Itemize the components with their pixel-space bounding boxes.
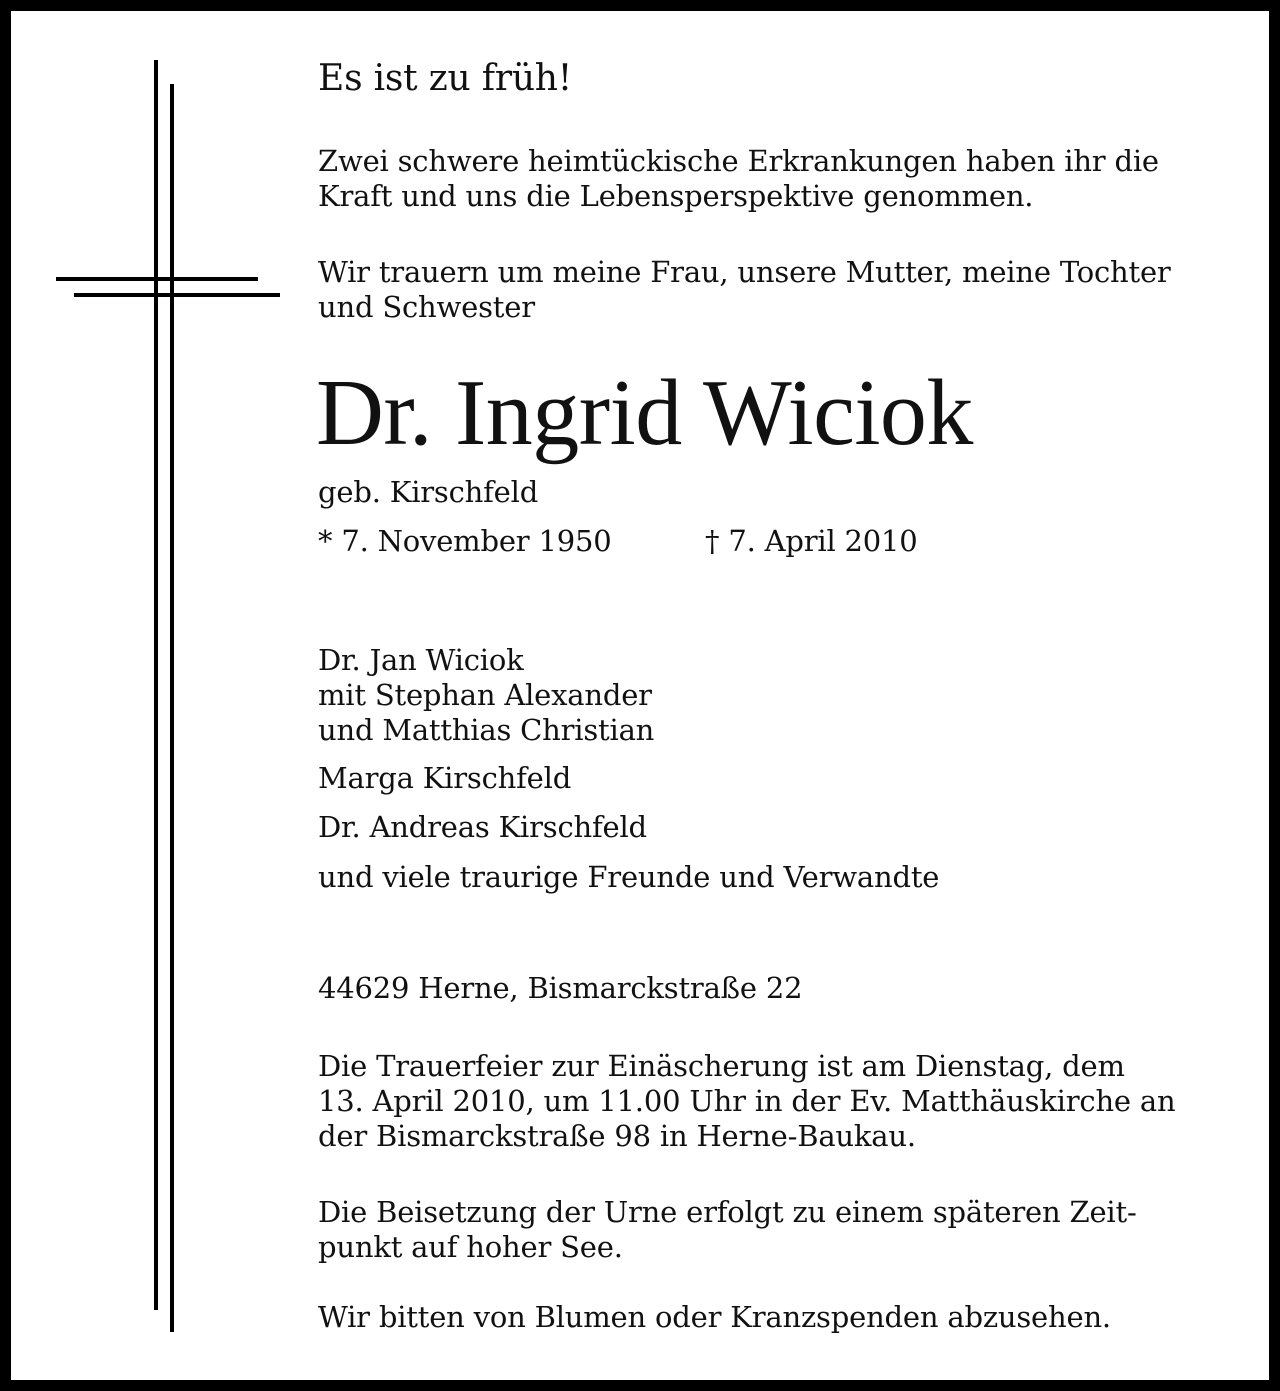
burial-line: punkt auf hoher See. [318, 1230, 623, 1264]
mourning-line: und Schwester [318, 290, 535, 324]
burial-line: Die Beisetzung der Urne erfolgt zu einem späteren Zeit- [318, 1195, 1137, 1229]
mourner-name: und Matthias Christian [318, 713, 655, 747]
cross-vertical-bar-left [154, 60, 158, 1310]
mourner-husband-group [318, 643, 1196, 748]
illness-line: Zwei schwere heimtückische Erkrankungen haben ihr die [318, 144, 1159, 178]
mourner-others: und viele traurige Freunde und Verwandte [318, 860, 940, 894]
mourning-line: Wir trauern um meine Frau, unsere Mutter, meine Tochter [318, 255, 1171, 289]
illness-paragraph [318, 144, 1196, 214]
service-line: der Bismarckstraße 98 in Herne-Baukau. [318, 1119, 916, 1153]
deceased-name: Dr. Ingrid Wiciok [316, 361, 973, 465]
cross-horizontal-bar-top [56, 277, 258, 281]
burial-paragraph [318, 1195, 1196, 1265]
death-date: † 7. April 2010 [705, 524, 918, 558]
mourner-mother: Marga Kirschfeld [318, 761, 572, 795]
address: 44629 Herne, Bismarckstraße 22 [318, 971, 803, 1005]
cross-horizontal-bar-bottom [74, 293, 280, 297]
cross-vertical-bar-right [170, 84, 174, 1332]
service-paragraph [318, 1049, 1196, 1154]
born-name: geb. Kirschfeld [318, 475, 539, 509]
service-line: 13. April 2010, um 11.00 Uhr in der Ev. Matthäuskirche an [318, 1084, 1176, 1118]
illness-line: Kraft und uns die Lebensperspektive genommen. [318, 179, 1034, 213]
mourner-brother: Dr. Andreas Kirschfeld [318, 810, 647, 844]
birth-date: * 7. November 1950 [318, 524, 612, 558]
service-line: Die Trauerfeier zur Einäscherung ist am Dienstag, dem [318, 1049, 1125, 1083]
flowers-request: Wir bitten von Blumen oder Kranzspenden abzusehen. [318, 1300, 1111, 1334]
intro-heading: Es ist zu früh! [318, 58, 573, 99]
mourner-name: Dr. Jan Wiciok [318, 643, 524, 677]
mourner-name: mit Stephan Alexander [318, 678, 652, 712]
mourning-paragraph [318, 255, 1196, 325]
